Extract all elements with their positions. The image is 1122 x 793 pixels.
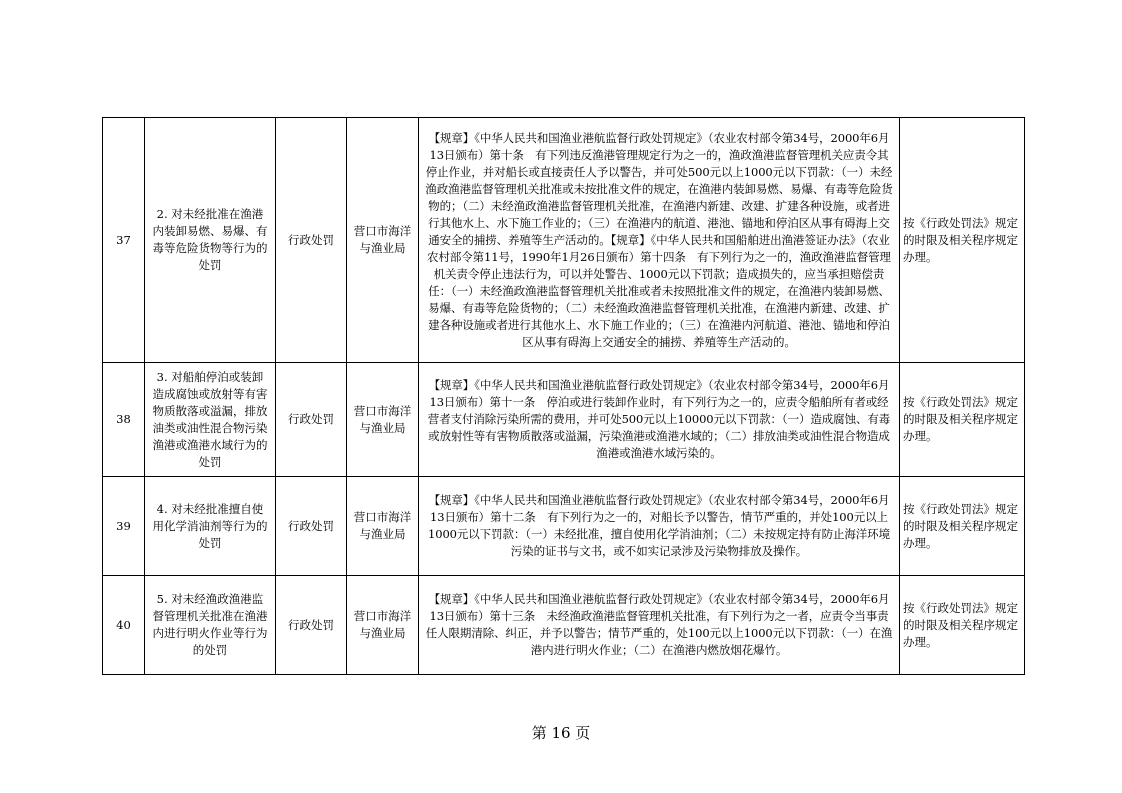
table-row (103, 363, 1025, 477)
page-number: 第 16 页 (531, 724, 591, 742)
item-category: 行政处罚 (276, 363, 347, 477)
table-row (103, 477, 1025, 576)
legal-basis: 【规章】《中华人民共和国渔业港航监督行政处罚规定》（农业农村部令第34号，2000年6月13日颁布）第十二条 有下列行为之一的，对船长予以警告，情节严重的，并处100元以上1000元以下罚款：（一）未经批准，擅自使用化学消油剂；（二）未按规定持有防止海洋环境污染的证书与文书，或不如实记录涉及污染物排放及操作。 (419, 477, 900, 576)
legal-basis: 【规章】《中华人民共和国渔业港航监督行政处罚规定》（农业农村部令第34号，2000年6月13日颁布）第十条 有下列违反渔港管理规定行为之一的，渔政渔港监督管理机关应责令其停止作业，并对船长或直接责任人予以警告，并可处500元以上1000元以下罚款：（一）未经渔政渔港监督管理机关批准或未按批准文件的规定，在渔港内装卸易燃、易爆、有毒等危险货物的；（二）未经渔政渔港监督管理机关批准，在渔港内新建、改建、扩建各种设施，或者进行其他水上、水下施工作业的；（三）在渔港内的航道、港池、锚地和停泊区从事有碍海上交通安全的捕捞、养殖等生产活动的。【规章】《中华人民共和国船舶进出渔港签证办法》（农业农村部令第11号，1990年1月26日颁布）第十四条 有下列行为之一的，渔政渔港监督管理机关责令停止违法行为，可以并处警告、1000元以下罚款；造成损失的，应当承担赔偿责任：（一）未经渔政渔港监督管理机关批准或者未按照批准文件的规定，在渔港内装卸易燃、易爆、有毒等危险货物的；（二）未经渔政渔港监督管理机关批准，在渔港内新建、改建、扩建各种设施或者进行其他水上、水下施工作业的；（三）在渔港内河航道、港池、锚地和停泊区从事有碍海上交通安全的捕捞、养殖等生产活动的。 (419, 118, 900, 363)
item-title: 4. 对未经批准擅自使用化学消油剂等行为的处罚 (145, 477, 276, 576)
penalty-items-table (102, 117, 1025, 675)
item-title: 2. 对未经批准在渔港内装卸易燃、易爆、有毒等危险货物等行为的处罚 (145, 118, 276, 363)
procedure-remark: 按《行政处罚法》规定的时限及相关程序规定办理。 (900, 477, 1025, 576)
row-number: 37 (103, 118, 145, 363)
procedure-remark: 按《行政处罚法》规定的时限及相关程序规定办理。 (900, 576, 1025, 675)
row-number: 38 (103, 363, 145, 477)
item-category: 行政处罚 (276, 477, 347, 576)
item-title: 5. 对未经渔政渔港监督管理机关批准在渔港内进行明火作业等行为的处罚 (145, 576, 276, 675)
procedure-remark: 按《行政处罚法》规定的时限及相关程序规定办理。 (900, 118, 1025, 363)
row-number: 39 (103, 477, 145, 576)
legal-basis: 【规章】《中华人民共和国渔业港航监督行政处罚规定》（农业农村部令第34号，2000年6月13日颁布）第十三条 未经渔政渔港监督管理机关批准，有下列行为之一者，应责令当事责任人限期清除、纠正，并予以警告；情节严重的，处100元以上1000元以下罚款：（一）在渔港内进行明火作业；（二）在渔港内燃放烟花爆竹。 (419, 576, 900, 675)
row-number: 40 (103, 576, 145, 675)
procedure-remark: 按《行政处罚法》规定的时限及相关程序规定办理。 (900, 363, 1025, 477)
item-category: 行政处罚 (276, 118, 347, 363)
legal-basis: 【规章】《中华人民共和国渔业港航监督行政处罚规定》（农业农村部令第34号，2000年6月13日颁布）第十一条 停泊或进行装卸作业时，有下列行为之一的，应责令船舶所有者或经营者支付消除污染所需的费用，并可处500元以上10000元以下罚款：（一）造成腐蚀、有毒或放射性等有害物质散落或溢漏，污染渔港或渔港水域的；（二）排放油类或油性混合物造成渔港或渔港水域污染的。 (419, 363, 900, 477)
item-category: 行政处罚 (276, 576, 347, 675)
table-row (103, 118, 1025, 363)
table-row (103, 576, 1025, 675)
item-title: 3. 对船舶停泊或装卸造成腐蚀或放射等有害物质散落或溢漏，排放油类或油性混合物污染渔港或渔港水域行为的处罚 (145, 363, 276, 477)
item-authority: 营口市海洋与渔业局 (347, 576, 419, 675)
item-authority: 营口市海洋与渔业局 (347, 363, 419, 477)
item-authority: 营口市海洋与渔业局 (347, 118, 419, 363)
item-authority: 营口市海洋与渔业局 (347, 477, 419, 576)
